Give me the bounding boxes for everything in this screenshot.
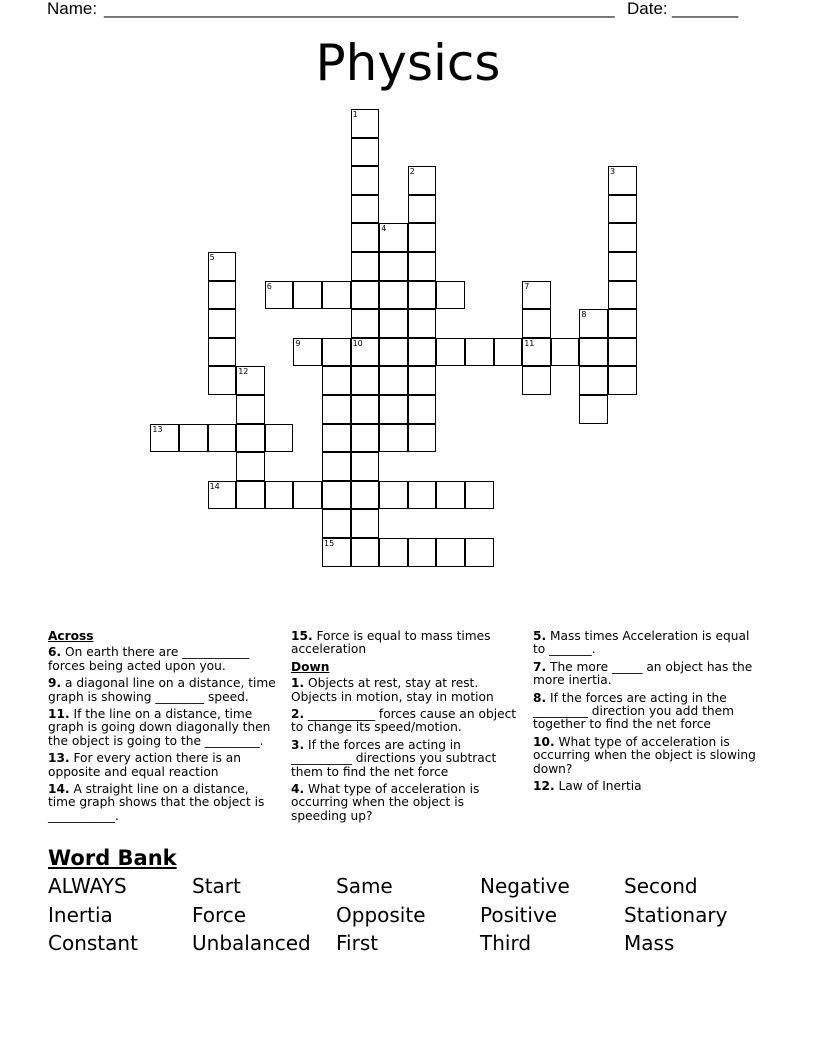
grid-cell[interactable]: [408, 309, 437, 338]
clue-number-label: 11: [524, 338, 535, 348]
clue-text: Law of Inertia: [558, 779, 642, 794]
grid-cell[interactable]: [208, 252, 237, 281]
clue-text: On earth there are ___________ forces being acted upon you.: [48, 645, 250, 673]
clue-number-label: 12: [238, 367, 249, 377]
clue-across-11: [48, 708, 278, 748]
grid-cell[interactable]: [608, 281, 637, 310]
clue-across-13: [48, 752, 278, 779]
grid-cell[interactable]: [522, 338, 551, 367]
grid-cell[interactable]: [522, 281, 551, 310]
name-blank[interactable]: ______________________________________________________: [104, 0, 615, 18]
grid-cell[interactable]: [465, 338, 494, 367]
grid-cell[interactable]: [236, 424, 265, 453]
clue-number-label: 8: [581, 310, 587, 320]
grid-cell[interactable]: [408, 538, 437, 567]
clue-number: 10.: [533, 734, 555, 749]
clue-number-label: 7: [524, 281, 530, 291]
grid-cell[interactable]: [522, 309, 551, 338]
grid-cell[interactable]: [322, 424, 351, 453]
grid-cell[interactable]: [579, 366, 608, 395]
grid-cell[interactable]: [265, 481, 294, 510]
grid-cell[interactable]: [351, 195, 380, 224]
clue-number: 9.: [48, 676, 62, 691]
word-bank-word: Mass: [624, 931, 675, 955]
clue-number-label: 2: [409, 167, 415, 177]
grid-cell[interactable]: [351, 424, 380, 453]
word-bank-word: Positive: [480, 902, 558, 927]
grid-cell[interactable]: [436, 338, 465, 367]
grid-cell[interactable]: [608, 166, 637, 195]
word-bank-word: Constant: [48, 931, 138, 955]
grid-cell[interactable]: [379, 366, 408, 395]
word-bank-word: Inertia: [48, 902, 113, 927]
grid-cell[interactable]: [351, 109, 380, 138]
grid-cell[interactable]: [265, 281, 294, 310]
clue-text: If the forces are acting in the _________ direction you add them together to find the net force: [533, 690, 734, 732]
clue-down-2: [291, 708, 523, 735]
grid-cell[interactable]: [351, 452, 380, 481]
grid-cell[interactable]: [608, 223, 637, 252]
grid-cell[interactable]: [379, 281, 408, 310]
grid-cell[interactable]: [579, 309, 608, 338]
word-bank-word: Start: [192, 874, 241, 898]
word-bank-word: Third: [480, 931, 532, 955]
grid-cell[interactable]: [408, 424, 437, 453]
grid-cell[interactable]: [379, 481, 408, 510]
clue-number-label: 4: [381, 224, 387, 234]
grid-cell[interactable]: [465, 538, 494, 567]
grid-cell[interactable]: [293, 338, 322, 367]
grid-cell[interactable]: [408, 338, 437, 367]
clue-down-12: [533, 780, 765, 793]
grid-cell[interactable]: [379, 538, 408, 567]
grid-cell[interactable]: [608, 338, 637, 367]
grid-cell[interactable]: [208, 481, 237, 510]
grid-cell[interactable]: [208, 366, 237, 395]
grid-cell[interactable]: [351, 281, 380, 310]
grid-cell[interactable]: [608, 195, 637, 224]
clue-down-5: [533, 630, 765, 657]
clue-text: If the line on a distance, time graph is going down diagonally then the object is going to the _________.: [48, 707, 271, 748]
clue-text: If the forces are acting in __________ directions you subtract them to find the net force: [291, 737, 497, 779]
word-bank-word: Stationary: [624, 902, 728, 927]
grid-cell[interactable]: [322, 538, 351, 567]
down-heading: Down: [291, 659, 330, 674]
grid-cell[interactable]: [351, 509, 380, 538]
grid-cell[interactable]: [351, 481, 380, 510]
grid-cell[interactable]: [208, 424, 237, 453]
clue-across-15: [291, 630, 523, 657]
grid-cell[interactable]: [379, 424, 408, 453]
grid-cell[interactable]: [351, 538, 380, 567]
word-bank-word: Unbalanced: [192, 931, 311, 955]
clue-across-6: [48, 646, 278, 673]
clue-down-1: [291, 677, 523, 704]
word-bank-title: Word Bank: [48, 846, 177, 870]
grid-cell[interactable]: [351, 395, 380, 424]
grid-cell[interactable]: [236, 395, 265, 424]
grid-cell[interactable]: [351, 309, 380, 338]
grid-cell[interactable]: [436, 538, 465, 567]
grid-cell[interactable]: [322, 481, 351, 510]
grid-cell[interactable]: [379, 395, 408, 424]
grid-cell[interactable]: [408, 395, 437, 424]
grid-cell[interactable]: [408, 481, 437, 510]
clue-text: Objects at rest, stay at rest. Objects in motion, stay in motion: [291, 676, 494, 704]
grid-cell[interactable]: [236, 366, 265, 395]
clue-down-8: [533, 692, 765, 732]
name-label: Name:: [47, 0, 98, 18]
grid-cell[interactable]: [236, 481, 265, 510]
grid-cell[interactable]: [293, 481, 322, 510]
clue-number-label: 13: [152, 424, 163, 434]
grid-cell[interactable]: [436, 481, 465, 510]
clue-number: 6.: [48, 645, 62, 660]
grid-cell[interactable]: [293, 281, 322, 310]
clue-number-label: 1: [352, 110, 358, 119]
grid-cell[interactable]: [351, 338, 380, 367]
clue-text: A straight line on a distance, time graph shows that the object is ___________.: [48, 782, 265, 823]
grid-cell[interactable]: [265, 424, 294, 453]
grid-cell[interactable]: [351, 138, 380, 167]
clue-number-label: 14: [209, 481, 220, 491]
clue-number: 7.: [533, 659, 547, 674]
clue-text: a diagonal line on a distance, time graph is showing ________ speed.: [48, 676, 276, 704]
grid-cell[interactable]: [322, 366, 351, 395]
clue-number-label: 9: [295, 338, 301, 348]
clue-down-4: [291, 783, 523, 823]
clue-text: For every action there is an opposite and equal reaction: [48, 751, 241, 779]
clue-number: 2.: [291, 707, 305, 722]
grid-cell[interactable]: [465, 481, 494, 510]
grid-cell[interactable]: [408, 223, 437, 252]
word-bank-word: Opposite: [336, 902, 426, 927]
clue-number: 15.: [291, 629, 313, 643]
clue-number-label: 6: [266, 281, 272, 291]
clue-number: 5.: [533, 629, 547, 643]
clue-number-label: 15: [324, 539, 335, 548]
date-blank[interactable]: _______: [672, 0, 739, 18]
word-bank-word: Negative: [480, 874, 570, 898]
clue-text: Force is equal to mass times acceleration: [291, 629, 491, 657]
grid-cell[interactable]: [208, 338, 237, 367]
grid-cell[interactable]: [351, 252, 380, 281]
clue-text: ___________ forces cause an object to change its speed/motion.: [291, 707, 517, 735]
clue-number: 11.: [48, 707, 70, 722]
clue-number-label: 3: [610, 167, 616, 177]
grid-cell[interactable]: [351, 223, 380, 252]
clues-column-1: [48, 630, 278, 827]
clue-number: 14.: [48, 782, 70, 797]
grid-cell[interactable]: [408, 252, 437, 281]
grid-cell[interactable]: [608, 252, 637, 281]
grid-cell[interactable]: [322, 338, 351, 367]
grid-cell[interactable]: [579, 395, 608, 424]
grid-cell[interactable]: [208, 309, 237, 338]
across-heading: Across: [48, 629, 94, 643]
grid-cell[interactable]: [408, 366, 437, 395]
puzzle-title: Physics: [315, 34, 501, 92]
grid-cell[interactable]: [408, 195, 437, 224]
word-bank-word: ALWAYS: [48, 874, 127, 898]
grid-cell[interactable]: [436, 281, 465, 310]
word-bank-word: Force: [192, 902, 247, 927]
grid-cell[interactable]: [322, 452, 351, 481]
clue-number-label: 10: [352, 338, 363, 348]
clue-across-14: [48, 783, 278, 823]
grid-cell[interactable]: [322, 281, 351, 310]
grid-cell[interactable]: [379, 338, 408, 367]
clues-column-3: [533, 630, 765, 797]
clue-number: 13.: [48, 751, 70, 766]
grid-cell[interactable]: [494, 338, 523, 367]
grid-cell[interactable]: [551, 338, 580, 367]
clue-down-10: [533, 736, 765, 776]
grid-cell[interactable]: [322, 395, 351, 424]
clue-number: 3.: [291, 737, 305, 752]
word-bank-word: First: [336, 931, 379, 955]
clue-text: What type of acceleration is occurring when the object is speeding up?: [291, 782, 480, 823]
clue-number: 4.: [291, 782, 305, 797]
grid-cell[interactable]: [608, 309, 637, 338]
date-label: Date:: [627, 0, 668, 18]
word-bank-word: Second: [624, 874, 698, 898]
grid-cell[interactable]: [379, 223, 408, 252]
grid-cell[interactable]: [579, 338, 608, 367]
clue-text: The more _____ an object has the more inertia.: [533, 659, 753, 688]
clue-number: 1.: [291, 676, 305, 691]
grid-cell[interactable]: [150, 424, 179, 453]
grid-cell[interactable]: [208, 281, 237, 310]
grid-cell[interactable]: [236, 452, 265, 481]
grid-cell[interactable]: [179, 424, 208, 453]
clue-down-7: [533, 661, 765, 688]
clue-across-9: [48, 677, 278, 704]
grid-cell[interactable]: [379, 309, 408, 338]
clue-down-3: [291, 739, 523, 779]
clue-number: 12.: [533, 779, 555, 794]
grid-cell[interactable]: [351, 366, 380, 395]
clue-text: Mass times Acceleration is equal to _______.: [533, 629, 750, 657]
clue-text: What type of acceleration is occurring when the object is slowing down?: [533, 734, 756, 776]
grid-cell[interactable]: [351, 166, 380, 195]
grid-cell[interactable]: [408, 281, 437, 310]
grid-cell[interactable]: [522, 366, 551, 395]
grid-cell[interactable]: [608, 366, 637, 395]
grid-cell[interactable]: [408, 166, 437, 195]
clues-column-2: [291, 630, 523, 827]
clue-number: 8.: [533, 690, 547, 705]
clue-number-label: 5: [209, 253, 215, 262]
word-bank: [48, 872, 788, 958]
word-bank-word: Same: [336, 874, 393, 898]
grid-cell[interactable]: [322, 509, 351, 538]
grid-cell[interactable]: [379, 252, 408, 281]
